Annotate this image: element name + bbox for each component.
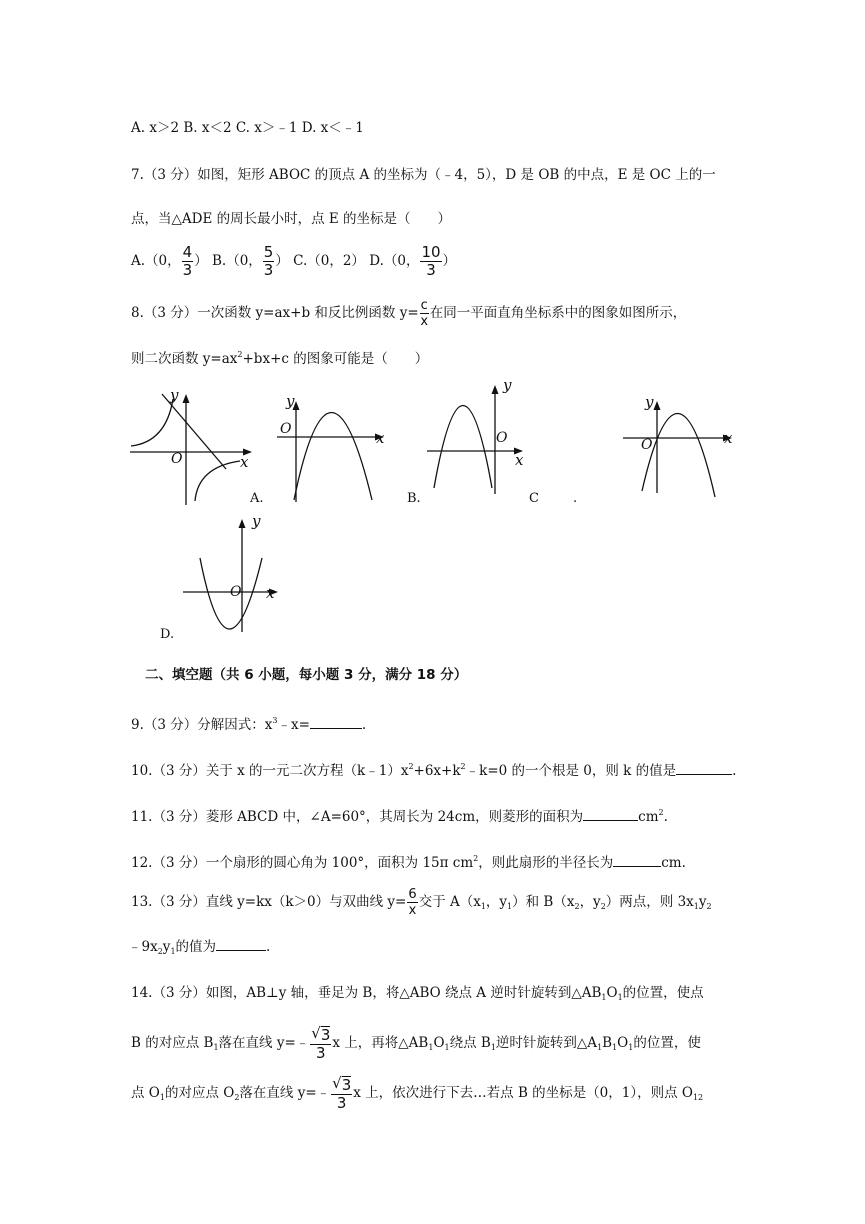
- q13-s1: 1: [480, 902, 486, 911]
- q13-line1: [131, 888, 712, 917]
- q14-l2-sqrt-val: 3: [320, 1026, 331, 1044]
- q14-l1-pre: 14.（3 分）如图，AB⊥y 轴，垂足为 B，将△ABO 绕点 A 逆时针旋转到△AB: [131, 985, 602, 1001]
- q8-a-x-label: x: [376, 429, 385, 447]
- q8-a-y-label: y: [286, 392, 295, 410]
- q12-post: ，则此扇形的半径长为: [478, 855, 614, 871]
- q8-frac-den: x: [420, 314, 429, 329]
- q9-end: .: [361, 717, 367, 733]
- q7-opt-d-num: 10: [421, 243, 441, 261]
- q8-label-c-dot: .: [573, 491, 578, 506]
- q14-l3-frac-den: 3: [336, 1094, 347, 1112]
- q7-opt-a-pre: A.（0，: [131, 253, 181, 269]
- q7-opt-b-pre: ） B.（0，: [194, 253, 262, 269]
- q8-line2: [131, 345, 428, 369]
- q9: [131, 711, 366, 735]
- q14-l2-frac-den: 3: [316, 1044, 326, 1062]
- q14-s10: 1: [159, 1093, 165, 1102]
- q13-t3: ）和 B（x: [512, 894, 575, 910]
- q12-pre: 12.（3 分）一个扇形的圆心角为 100°，面积为 15π cm: [131, 855, 474, 871]
- q8-line2-sup: 2: [237, 350, 243, 359]
- q14-l2-t7: 的位置，使: [633, 1035, 701, 1051]
- q13-answer-blank[interactable]: [216, 938, 266, 951]
- q10-answer-blank[interactable]: [676, 762, 732, 775]
- q12: [131, 849, 686, 873]
- q13-l2-post: 的值为: [175, 939, 217, 955]
- q10-sup2: 2: [460, 762, 466, 771]
- q13-s3: 2: [574, 902, 580, 911]
- q14-l2-pre: B 的对应点 B: [131, 1035, 214, 1051]
- q13-s2: 1: [507, 902, 513, 911]
- q8-a-origin: O: [280, 421, 292, 437]
- q7-opt-d-post: ）: [442, 253, 457, 269]
- q13-t2: ，y: [485, 894, 508, 910]
- q7-line1: 7.（3 分）如图，矩形 ABOC 的顶点 A 的坐标为（﹣4，5），D 是 OB 的中点，E 是 OC 上的一: [131, 167, 716, 183]
- q7-opt-a-num: 4: [182, 243, 193, 261]
- q7-line2: 点，当△ADE 的周长最小时，点 E 的坐标是（ ）: [131, 211, 452, 227]
- q11-answer-blank[interactable]: [583, 808, 638, 821]
- section-2-heading: 二、填空题（共 6 小题，每小题 3 分，满分 18 分）: [145, 667, 468, 683]
- q9-post: ﹣x=: [277, 717, 310, 733]
- q7-opt-a-den: 3: [182, 261, 193, 279]
- q8-b-x-label: x: [515, 451, 524, 469]
- q8-label-a: A.: [250, 491, 264, 506]
- q14-s2: 1: [617, 993, 623, 1002]
- q13-s5: 1: [693, 902, 699, 911]
- q11-end: .: [663, 809, 668, 825]
- q13-t1: 交于 A（x: [418, 894, 481, 910]
- q14-l3-mid: 的对应点 O: [164, 1085, 235, 1101]
- q8-line1-pre: 8.（3 分）一次函数 y=ax+b 和反比例函数 y=: [131, 305, 419, 321]
- q14-l2-t5: B: [602, 1035, 613, 1051]
- q8-line1-post: 在同一平面直角坐标系中的图象如图所示，: [429, 305, 687, 321]
- q8-d-y-label: y: [252, 512, 261, 530]
- q14-line3: [131, 1076, 703, 1111]
- q14-s8: 1: [612, 1043, 618, 1052]
- q14-s12: 12: [692, 1093, 704, 1102]
- q13-t6: y: [698, 894, 707, 910]
- q14-s11: 2: [234, 1093, 240, 1102]
- q8-c-x-label: x: [724, 429, 733, 447]
- q13-frac-num: 6: [408, 887, 417, 902]
- q7-opt-a-fraction: [182, 245, 194, 278]
- q8-frac-num: c: [420, 298, 428, 313]
- q8-d-origin: O: [230, 584, 242, 600]
- q12-sup: 2: [473, 854, 479, 863]
- q14-s5: 1: [444, 1043, 450, 1052]
- q11: [131, 803, 668, 827]
- q13-s7: 2: [157, 947, 163, 956]
- q14-l3-sqrt: √ 3: [332, 1074, 352, 1094]
- q14-l3-pre: 点 O: [131, 1085, 160, 1101]
- q14-l3-mid2: 落在直线 y=﹣: [239, 1085, 331, 1101]
- q11-unit: cm: [638, 809, 659, 825]
- q13-l2-mid: y: [162, 939, 171, 955]
- q8-fraction: [420, 299, 429, 328]
- q7-opt-b-num: 5: [263, 243, 274, 261]
- q14-s7: 1: [597, 1043, 603, 1052]
- q13-s8: 1: [170, 947, 176, 956]
- q13-end: .: [266, 939, 271, 955]
- q8-given-y-label: y: [170, 386, 179, 404]
- q7-opt-c: ） C.（0，2） D.（0，: [275, 253, 420, 269]
- q14-line1: [131, 983, 704, 1008]
- q12-answer-blank[interactable]: [613, 854, 661, 867]
- q14-l3-fraction: [331, 1076, 352, 1111]
- q14-l1-mid: O: [606, 985, 618, 1001]
- q14-s6: 1: [490, 1043, 496, 1052]
- q14-l2-t2: O: [433, 1035, 445, 1051]
- q14-l3-sqrt-val: 3: [341, 1076, 352, 1094]
- q14-l2-sqrt: √ 3: [311, 1024, 331, 1044]
- q9-pre: 9.（3 分）分解因式：x: [131, 717, 273, 733]
- q14-l2-mid: 落在直线 y=﹣: [218, 1035, 310, 1051]
- q8-line2-post: +bx+c 的图象可能是（ ）: [242, 351, 429, 367]
- q8-label-c: C: [529, 491, 539, 506]
- q10-mid: +6x+k: [413, 763, 461, 779]
- q8-label-b: B.: [407, 491, 421, 506]
- q13-l2-pre: ﹣9x: [128, 939, 158, 955]
- q8-d-x-label: x: [266, 584, 275, 602]
- q9-answer-blank[interactable]: [310, 716, 362, 729]
- q10-post: ﹣k=0 的一个根是 0，则 k 的值是: [465, 763, 677, 779]
- q12-end: cm.: [661, 855, 686, 871]
- q14-s9: 1: [628, 1043, 634, 1052]
- q10-sup1: 2: [408, 762, 414, 771]
- q7-options: [131, 245, 456, 278]
- q8-option-b-graph: [425, 378, 530, 498]
- q13-frac-den: x: [408, 903, 417, 918]
- q14-s4: 1: [428, 1043, 434, 1052]
- q11-pre: 11.（3 分）菱形 ABCD 中，∠A=60°，其周长为 24cm，则菱形的面积为: [131, 809, 584, 825]
- q8-c-origin: O: [641, 437, 653, 453]
- q8-c-y-label: y: [645, 393, 654, 411]
- q7-opt-b-den: 3: [263, 261, 274, 279]
- q14-s1: 1: [601, 993, 607, 1002]
- q14-l2-t3: 绕点 B: [449, 1035, 491, 1051]
- q10-end: .: [732, 763, 737, 779]
- q14-l1-post: 的位置，使点: [622, 985, 704, 1001]
- q14-l3-post: x 上，依次进行下去…若点 B 的坐标是（0，1），则点 O: [353, 1085, 693, 1101]
- q14-l2-t6: O: [617, 1035, 629, 1051]
- q8-line1: [131, 299, 686, 328]
- q10-pre: 10.（3 分）关于 x 的一元二次方程（k﹣1）x: [131, 763, 409, 779]
- q13-line2: [128, 937, 270, 962]
- q8-option-d-graph: [180, 512, 285, 637]
- q8-option-c-graph: [620, 395, 740, 505]
- q8-label-d: D.: [160, 627, 175, 642]
- q8-given-origin: O: [171, 451, 183, 467]
- q14-l2-fraction: [310, 1026, 331, 1061]
- q8-line2-pre: 则二次函数 y=ax: [131, 351, 238, 367]
- q14-l2-t4: 逆时针旋转到△A: [495, 1035, 598, 1051]
- q7-opt-d-fraction: [420, 245, 441, 278]
- q8-b-origin: O: [496, 430, 508, 446]
- q8-b-y-label: y: [503, 376, 512, 394]
- q7-opt-b-fraction: [263, 245, 275, 278]
- q8-given-graph: [128, 385, 256, 510]
- q14-s3: 1: [213, 1043, 219, 1052]
- q11-sup: 2: [658, 808, 664, 817]
- q7-opt-d-den: 3: [426, 261, 436, 279]
- q8-option-a-graph: [275, 392, 390, 507]
- q9-sup: 3: [272, 716, 278, 725]
- q13-s4: 2: [600, 902, 606, 911]
- q14-l2-t1: x 上，再将△AB: [332, 1035, 429, 1051]
- q13-t4: ，y: [579, 894, 601, 910]
- q6-options: A. x＞2 B. x＜2 C. x＞﹣1 D. x＜﹣1: [131, 120, 364, 136]
- q10: [131, 757, 736, 781]
- q13-fraction: [407, 888, 417, 917]
- q13-pre: 13.（3 分）直线 y=kx（k＞0）与双曲线 y=: [131, 894, 407, 910]
- q14-line2: [131, 1026, 701, 1061]
- q8-given-x-label: x: [240, 453, 249, 471]
- q13-s6: 2: [706, 902, 712, 911]
- q13-t5: ）两点，则 3x: [605, 894, 694, 910]
